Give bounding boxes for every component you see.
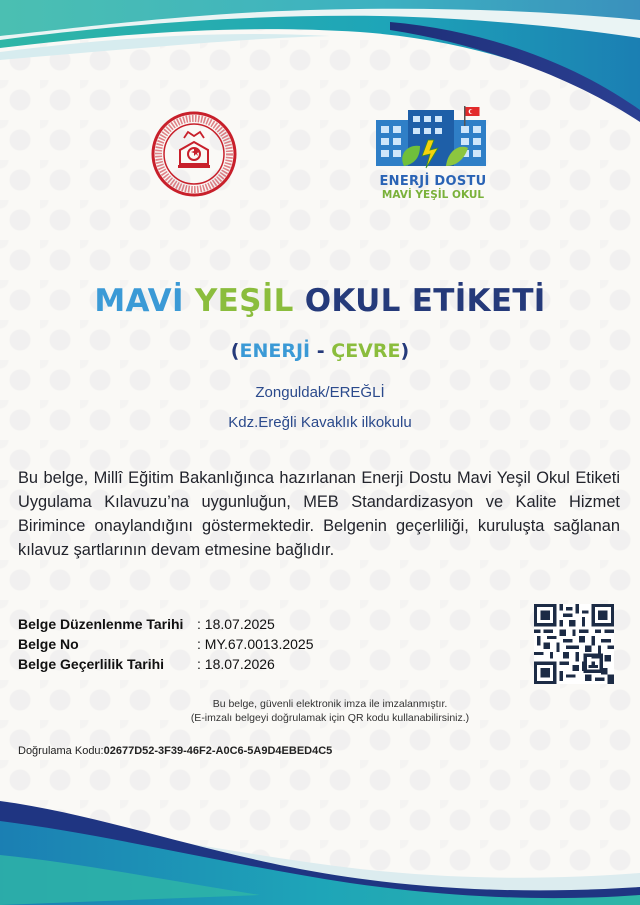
subtitle-enerji: ENERJİ (239, 340, 311, 362)
note-line-2: (E-imzalı belgeyi doğrulamak için QR kodu kullanabilirsiniz.) (190, 712, 470, 724)
note-line-1: Bu belge, güvenli elektronik imza ile imzalanmıştır. (212, 698, 448, 710)
school-name: Kdz.Ereğli Kavaklık ilkokulu (228, 414, 412, 431)
e-signature-note (0, 697, 640, 725)
enerji-dostu-text-1: ENERJİ DOSTU (379, 174, 487, 189)
info-value: : 18.07.2026 (197, 656, 275, 672)
certificate-title (0, 283, 640, 319)
certificate-body-text: Bu belge, Millî Eğitim Bakanlığınca hazırlanan Enerji Dostu Mavi Yeşil Okul Etiketi Uygulama Kılavuzu’na uygunluğun, MEB Standardizasyon ve Kalite Hizmet Birimince onaylandığını göstermektedir. Belgenin geçerliliği, kuruluşta sağlanan kılavuz şartlarının devam etmesine bağlıdır. (18, 469, 620, 559)
verification-qr-code[interactable] (534, 604, 614, 684)
info-row-validity-date (18, 656, 314, 676)
verification-code (18, 745, 332, 757)
meb-seal-logo (150, 110, 238, 198)
bottom-wave-decoration (0, 795, 640, 905)
school-building-icon (368, 106, 498, 174)
title-word-okul-etiketi: OKUL ETİKETİ (304, 283, 546, 319)
school-location: Zonguldak/EREĞLİ (255, 384, 385, 401)
info-label: Belge Düzenlenme Tarihi (18, 616, 184, 632)
info-row-issue-date (18, 616, 314, 636)
info-label: Belge Geçerlilik Tarihi (18, 656, 165, 672)
title-word-mavi: MAVİ (94, 283, 184, 319)
subtitle-open-paren: ( (230, 340, 240, 362)
enerji-dostu-text-2: MAVİ YEŞİL OKUL (381, 189, 485, 201)
verification-code-label: Doğrulama Kodu: (18, 745, 104, 757)
title-word-yesil: YEŞİL (194, 283, 294, 319)
info-row-document-no (18, 636, 314, 656)
top-wave-decoration (0, 0, 640, 150)
info-label: Belge No (18, 636, 79, 652)
info-value: : MY.67.0013.2025 (197, 636, 314, 652)
verification-code-value[interactable]: 02677D52-3F39-46F2-A0C6-5A9D4EBED4C5 (103, 745, 333, 757)
info-value: : 18.07.2025 (197, 616, 275, 632)
subtitle-close-paren: ) (400, 340, 410, 362)
certificate-info (18, 616, 314, 676)
subtitle-cevre: ÇEVRE (331, 340, 401, 362)
subtitle-separator: - (310, 340, 332, 362)
certificate-subtitle (0, 340, 640, 362)
enerji-dostu-logo (368, 106, 498, 206)
